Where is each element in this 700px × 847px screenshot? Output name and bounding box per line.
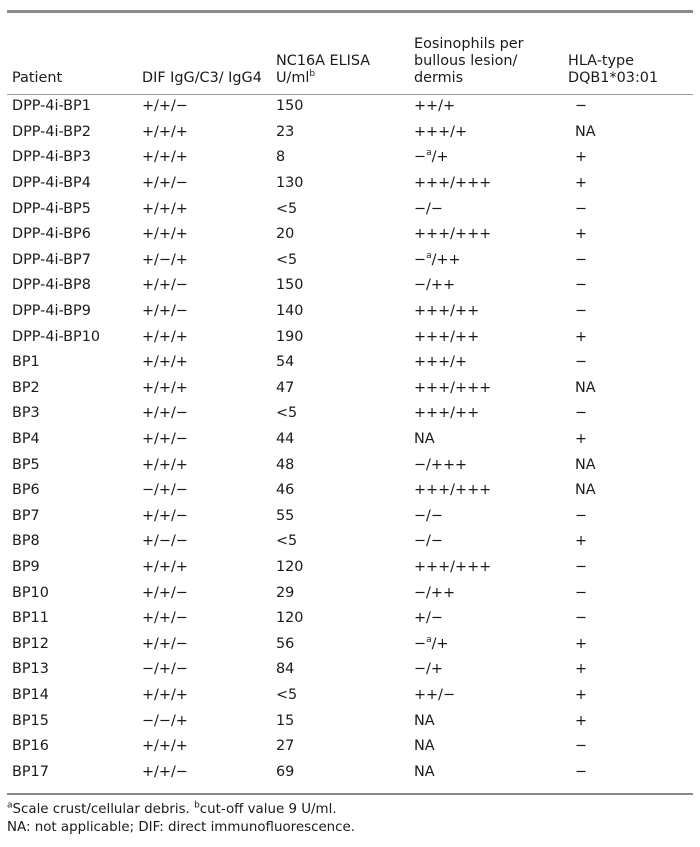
cell-eosinophils [409,657,563,683]
cell-dif: −/−/+ [142,712,188,729]
cell-elisa: 150 [276,98,304,115]
cell-patient: DPP-4i-BP10 [12,328,101,345]
cell-dif: +/+/− [142,98,188,115]
cell-eosinophils [409,324,563,350]
table-row [7,94,693,120]
cell-hla: − [575,303,588,320]
cell-patient: BP8 [12,533,40,550]
eosinophils-value: ++/− [414,686,456,703]
cell-hla: + [575,328,588,345]
eosinophils-value: +++/+ [414,123,468,140]
table-row [7,657,693,683]
cell-elisa: 150 [276,277,304,294]
eosinophils-value: +++/++ [414,303,480,320]
column-header-text: DIF IgG/C3/ IgG4 [142,70,262,86]
cell-patient: BP12 [12,635,49,652]
cell-elisa: 55 [276,507,295,524]
cell-eosinophils [409,606,563,632]
cell-patient: DPP-4i-BP2 [12,123,91,140]
cell-dif: +/+/− [142,431,188,448]
eosinophils-value: − [414,251,427,268]
cell-eosinophils [409,708,563,734]
cell-hla: − [575,584,588,601]
eosinophils-value: −/− [414,507,443,524]
cell-patient: DPP-4i-BP7 [12,251,91,268]
cell-eosinophils [409,376,563,402]
table-row [7,222,693,248]
eosinophils-value: − [414,635,427,652]
cell-hla: + [575,226,588,243]
cell-dif: +/+/− [142,635,188,652]
cell-dif: +/+/+ [142,226,188,243]
eosinophils-value: +++/+ [414,354,468,371]
cell-dif: +/−/+ [142,251,188,268]
cell-hla: NA [575,123,596,140]
cell-patient: BP15 [12,712,49,729]
cell-hla: NA [575,456,596,473]
cell-patient: DPP-4i-BP4 [12,175,91,192]
cell-elisa: 120 [276,610,304,627]
cell-patient: BP11 [12,610,49,627]
cell-eosinophils [409,504,563,530]
cell-elisa: 84 [276,661,295,678]
cell-elisa: 23 [276,123,295,140]
cell-dif: +/+/− [142,175,188,192]
eosinophils-value-rest: /+ [431,635,449,652]
cell-patient: BP10 [12,584,49,601]
eosinophils-value: NA [414,763,435,780]
cell-patient: BP4 [12,431,40,448]
eosinophils-value-rest: /++ [431,251,461,268]
footnote-a-mark: a [7,800,13,811]
cell-hla: NA [575,379,596,396]
column-header-dif [137,14,271,94]
cell-eosinophils [409,734,563,760]
cell-dif: +/+/− [142,610,188,627]
cell-eosinophils [409,171,563,197]
cell-elisa: <5 [276,405,298,422]
cell-elisa: 69 [276,763,295,780]
cell-dif: +/+/+ [142,686,188,703]
column-header-text: Patient [12,70,63,86]
table-row [7,350,693,376]
cell-hla: + [575,175,588,192]
eosinophils-value: +++/+++ [414,379,492,396]
table-row [7,401,693,427]
cell-dif: +/+/− [142,763,188,780]
cell-eosinophils [409,631,563,657]
cell-elisa: 48 [276,456,295,473]
cell-hla: + [575,635,588,652]
cell-elisa: 120 [276,558,304,575]
cell-hla: − [575,610,588,627]
eosinophils-footnote-mark: a [426,148,432,159]
table-row [7,273,693,299]
eosinophils-value-rest: /+ [431,149,449,166]
eosinophils-value: NA [414,712,435,729]
eosinophils-value: +++/+++ [414,175,492,192]
table-row [7,734,693,760]
cell-eosinophils [409,683,563,709]
footnote-abbreviations: NA: not applicable; DIF: direct immunofluorescence. [7,820,356,835]
table-row [7,529,693,555]
cell-patient: BP1 [12,354,40,371]
cell-eosinophils [409,94,563,120]
table-row [7,555,693,581]
cell-elisa: 44 [276,431,295,448]
table-row [7,248,693,274]
table-row [7,606,693,632]
cell-elisa: <5 [276,686,298,703]
cell-eosinophils [409,427,563,453]
column-header-text: NC16A ELISA U/ml [276,53,371,86]
cell-dif: +/+/+ [142,456,188,473]
cell-eosinophils [409,452,563,478]
table-row [7,171,693,197]
cell-hla: − [575,763,588,780]
cell-eosinophils [409,248,563,274]
cell-patient: BP6 [12,482,40,499]
table-row [7,145,693,171]
cell-patient: BP17 [12,763,49,780]
column-header-patient [7,14,137,94]
eosinophils-value: − [414,149,427,166]
eosinophils-value: −/− [414,533,443,550]
cell-elisa: 27 [276,738,295,755]
cell-dif: +/−/− [142,533,188,550]
table-row [7,631,693,657]
cell-hla: + [575,533,588,550]
cell-dif: +/+/+ [142,558,188,575]
table-row [7,708,693,734]
cell-patient: DPP-4i-BP9 [12,303,91,320]
header-row [7,14,693,94]
cell-hla: − [575,200,588,217]
cell-elisa: 190 [276,328,304,345]
table-row [7,196,693,222]
cell-dif: +/+/+ [142,328,188,345]
eosinophils-value: −/− [414,200,443,217]
cell-eosinophils [409,478,563,504]
column-header-text: Eosinophils per bullous lesion/ dermis [414,36,524,86]
table-row [7,324,693,350]
cell-elisa: 130 [276,175,304,192]
cell-hla: + [575,431,588,448]
eosinophils-footnote-mark: a [426,634,432,645]
cell-hla: − [575,277,588,294]
cell-hla: − [575,354,588,371]
eosinophils-value: NA [414,431,435,448]
eosinophils-value: −/+ [414,661,443,678]
table-row [7,759,693,785]
cell-patient: BP7 [12,507,40,524]
cell-elisa: 47 [276,379,295,396]
cell-elisa: 29 [276,584,295,601]
table-footnotes [7,801,355,837]
cell-eosinophils [409,299,563,325]
cell-eosinophils [409,196,563,222]
cell-eosinophils [409,222,563,248]
cell-eosinophils [409,555,563,581]
cell-dif: +/+/− [142,303,188,320]
cell-eosinophils [409,529,563,555]
cell-hla: NA [575,482,596,499]
cell-hla: − [575,507,588,524]
cell-eosinophils [409,350,563,376]
table-row [7,580,693,606]
footnote-line-1 [7,801,355,819]
eosinophils-value: +++/+++ [414,226,492,243]
cell-elisa: 8 [276,149,286,166]
cell-hla: + [575,712,588,729]
cell-patient: BP9 [12,558,40,575]
cell-dif: +/+/+ [142,123,188,140]
cell-patient: BP16 [12,738,49,755]
cell-hla: − [575,558,588,575]
cell-dif: +/+/+ [142,379,188,396]
cell-patient: DPP-4i-BP3 [12,149,91,166]
cell-elisa: 54 [276,354,295,371]
cell-dif: +/+/+ [142,200,188,217]
cell-eosinophils [409,120,563,146]
cell-patient: DPP-4i-BP8 [12,277,91,294]
table-row [7,299,693,325]
table-row [7,376,693,402]
cell-dif: −/+/− [142,661,188,678]
cell-hla: + [575,686,588,703]
table-row [7,120,693,146]
cell-dif: +/+/− [142,507,188,524]
column-header-footnote-mark: b [309,69,316,80]
table-body [7,94,693,785]
cell-hla: + [575,149,588,166]
cell-elisa: 46 [276,482,295,499]
table-row [7,504,693,530]
cell-dif: +/+/− [142,584,188,601]
eosinophils-value: ++/+ [414,98,456,115]
eosinophils-value: −/++ [414,584,456,601]
eosinophils-value: NA [414,738,435,755]
cell-hla: − [575,405,588,422]
footnote-b-mark: b [194,800,200,811]
cell-hla: − [575,98,588,115]
cell-dif: +/+/+ [142,354,188,371]
cell-elisa: <5 [276,251,298,268]
cell-eosinophils [409,580,563,606]
cell-dif: −/+/− [142,482,188,499]
eosinophils-value: −/++ [414,277,456,294]
cell-patient: BP14 [12,686,49,703]
eosinophils-value: +++/++ [414,405,480,422]
table-row [7,683,693,709]
cell-eosinophils [409,759,563,785]
footnote-a-text: Scale crust/cellular debris. [12,802,195,817]
bottom-rule [7,793,693,795]
cell-patient: DPP-4i-BP1 [12,98,91,115]
eosinophils-value: +++/+++ [414,482,492,499]
table-row [7,427,693,453]
cell-patient: BP5 [12,456,40,473]
cell-eosinophils [409,145,563,171]
column-header-elisa [271,14,409,94]
cell-dif: +/+/+ [142,149,188,166]
cell-patient: DPP-4i-BP5 [12,200,91,217]
cell-patient: BP2 [12,379,40,396]
eosinophils-value: +++/++ [414,328,480,345]
eosinophils-value: −/+++ [414,456,468,473]
table-row [7,452,693,478]
cell-elisa: 56 [276,635,295,652]
eosinophils-value: +/− [414,610,443,627]
footnote-b-text: cut-off value 9 U/ml. [199,802,337,817]
table-row [7,478,693,504]
cell-eosinophils [409,273,563,299]
cell-dif: +/+/− [142,277,188,294]
eosinophils-footnote-mark: a [426,251,432,262]
column-header-text: HLA-type DQB1*03:01 [568,53,659,86]
data-table [7,14,693,785]
cell-elisa: 20 [276,226,295,243]
cell-hla: − [575,738,588,755]
cell-elisa: 15 [276,712,295,729]
cell-patient: DPP-4i-BP6 [12,226,91,243]
cell-dif: +/+/+ [142,738,188,755]
cell-dif: +/+/− [142,405,188,422]
eosinophils-value: +++/+++ [414,558,492,575]
cell-elisa: <5 [276,200,298,217]
cell-hla: + [575,661,588,678]
column-header-eosinophils [409,14,563,94]
top-rule [7,10,693,13]
cell-hla: − [575,251,588,268]
cell-elisa: <5 [276,533,298,550]
cell-patient: BP3 [12,405,40,422]
cell-elisa: 140 [276,303,304,320]
cell-eosinophils [409,401,563,427]
column-header-hla [563,14,693,94]
cell-patient: BP13 [12,661,49,678]
